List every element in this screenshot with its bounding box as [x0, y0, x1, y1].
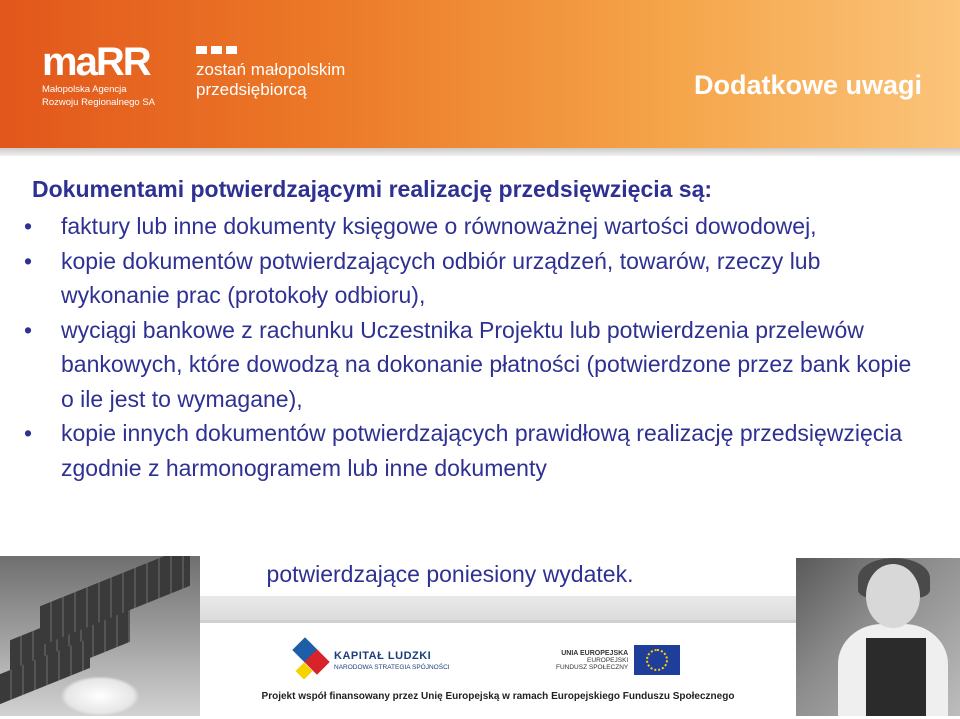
list-item-text: wyciągi bankowe z rachunku Uczestnika Projektu lub potwierdzenia przelewów bankowych, które dowodzą na dokonanie płatności (potwierdzone przez bank kopie o ile jest to wymagane), [61, 316, 912, 412]
kapital-ludzki-subtitle: NARODOWA STRATEGIA SPÓJNOŚCI [334, 663, 450, 671]
footer-note: Projekt współ finansowany przez Unię Europejską w ramach Europejskiego Funduszu Społecznego [261, 691, 735, 702]
header-banner [0, 0, 960, 148]
bullet-list [24, 209, 924, 485]
content-heading: Dokumentami potwierdzającymi realizację przedsięwzięcia są: [32, 176, 713, 202]
bullet-icon: • [24, 316, 33, 343]
page-title: Dodatkowe uwagi [693, 70, 922, 100]
bullet-icon: • [24, 213, 33, 239]
marr-logo-mark: maRR [42, 40, 150, 84]
logo-squares-icon [196, 46, 345, 54]
eu-logo [556, 645, 680, 675]
list-item-continuation: potwierdzające poniesiony wydatek. [266, 561, 634, 587]
footer-top-band [200, 596, 796, 620]
list-item-text: kopie innych dokumentów potwierdzających prawidłową realizację przedsięwzięcia zgodnie z harmonogramem lub inne dokumenty [61, 420, 903, 481]
zm-logo-line1: zostań małopolskim [196, 60, 346, 79]
list-item [24, 313, 924, 417]
list-item [24, 244, 924, 313]
bullet-icon: • [24, 420, 33, 446]
eu-line3: FUNDUSZ SPOŁECZNY [556, 663, 629, 671]
marr-logo [42, 42, 155, 108]
eu-line2: EUROPEJSKI [587, 656, 629, 664]
bullet-icon: • [24, 247, 33, 274]
header-divider [0, 148, 960, 156]
kapital-ludzki-name: KAPITAŁ LUDZKI [334, 649, 432, 662]
list-item-text: faktury lub inne dokumenty księgowe o równoważnej wartości dowodowej, [61, 213, 817, 239]
zm-logo-line2: przedsiębiorcą [196, 80, 307, 99]
marr-logo-line2: Rozwoju Regionalnego SA [42, 97, 156, 108]
kapital-ludzki-icon [296, 641, 326, 679]
list-item-text: kopie dokumentów potwierdzających odbiór urządzeń, towarów, rzeczy lub wykonanie prac (protokoły odbioru), [61, 247, 821, 308]
list-item [24, 416, 924, 485]
list-item [24, 209, 924, 244]
eu-line1: UNIA EUROPEJSKA [561, 649, 629, 657]
marr-logo-line1: Małopolska Agencja [42, 84, 127, 95]
footer [200, 620, 796, 719]
eu-flag-icon [634, 645, 680, 675]
zostan-malopolskim-logo [196, 46, 345, 100]
kapital-ludzki-logo [296, 641, 450, 679]
